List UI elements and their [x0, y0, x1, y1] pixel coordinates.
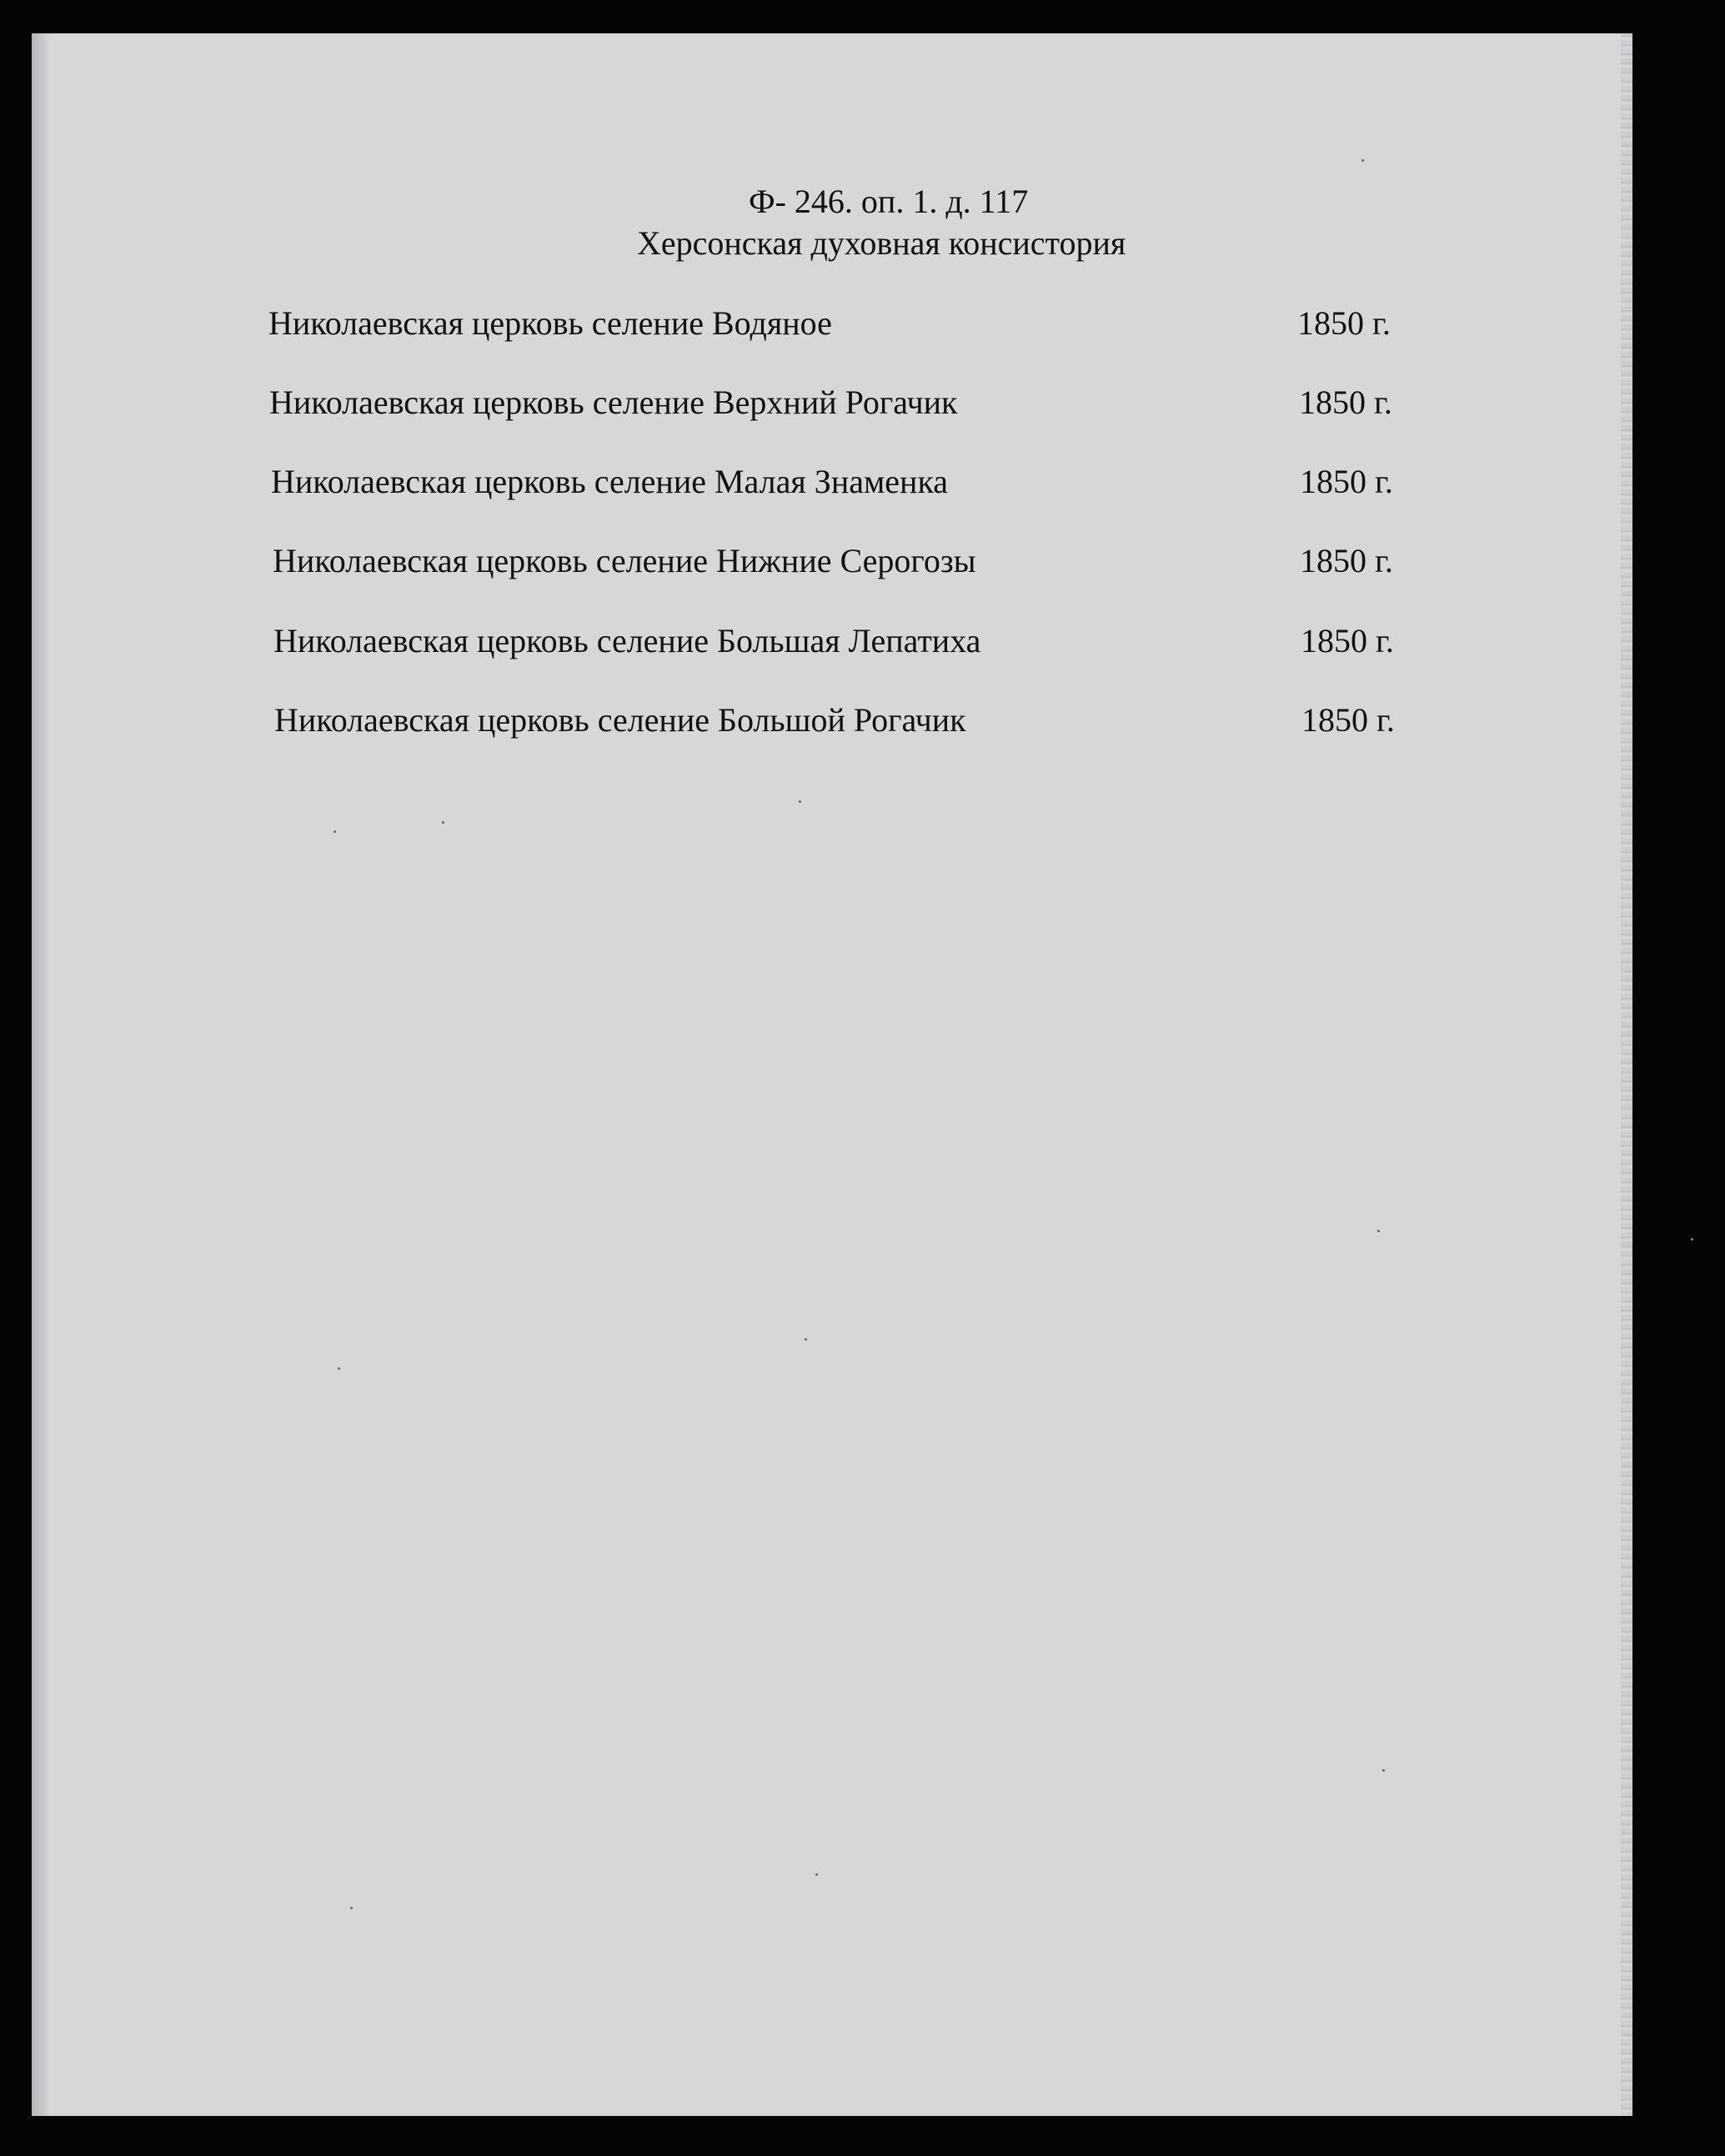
church-name: Николаевская церковь селение Большая Лепатиха [273, 622, 981, 659]
list-item [268, 303, 1436, 353]
year: 1850 г. [1301, 701, 1395, 739]
year: 1850 г. [1300, 542, 1393, 579]
church-name: Николаевская церковь селение Малая Знаменка [271, 463, 949, 500]
year: 1850 г. [1301, 622, 1394, 659]
sheet-left-shadow [32, 33, 50, 2116]
church-name: Николаевская церковь селение Большой Рогачик [274, 701, 966, 739]
scan-speck [799, 800, 801, 803]
scan-speck [1691, 1238, 1693, 1241]
list-item [273, 621, 1441, 671]
year: 1850 г. [1299, 384, 1392, 421]
scan-speck [442, 821, 444, 824]
scan-speck [333, 830, 336, 833]
church-name: Николаевская церковь селение Верхний Рогачик [269, 384, 958, 421]
list-item [269, 383, 1437, 433]
list-item [271, 462, 1438, 512]
sheet-right-edge [1621, 33, 1632, 2116]
scan-speck [815, 1873, 818, 1876]
year: 1850 г. [1300, 463, 1393, 500]
year: 1850 г. [1297, 304, 1391, 342]
list-item [274, 700, 1442, 750]
archive-reference: Ф- 246. оп. 1. д. 117 [749, 183, 1029, 220]
institution-title: Херсонская духовная консистория [637, 224, 1126, 262]
scan-speck [1377, 1230, 1380, 1232]
scan-speck [350, 1907, 353, 1909]
list-item [273, 541, 1440, 591]
church-name: Николаевская церковь селение Нижние Серогозы [273, 542, 976, 579]
scan-speck [805, 1338, 807, 1341]
church-name: Николаевская церковь селение Водяное [268, 304, 832, 342]
scan-speck [1382, 1769, 1385, 1772]
scan-speck [338, 1367, 340, 1370]
scan-speck [1361, 159, 1364, 162]
